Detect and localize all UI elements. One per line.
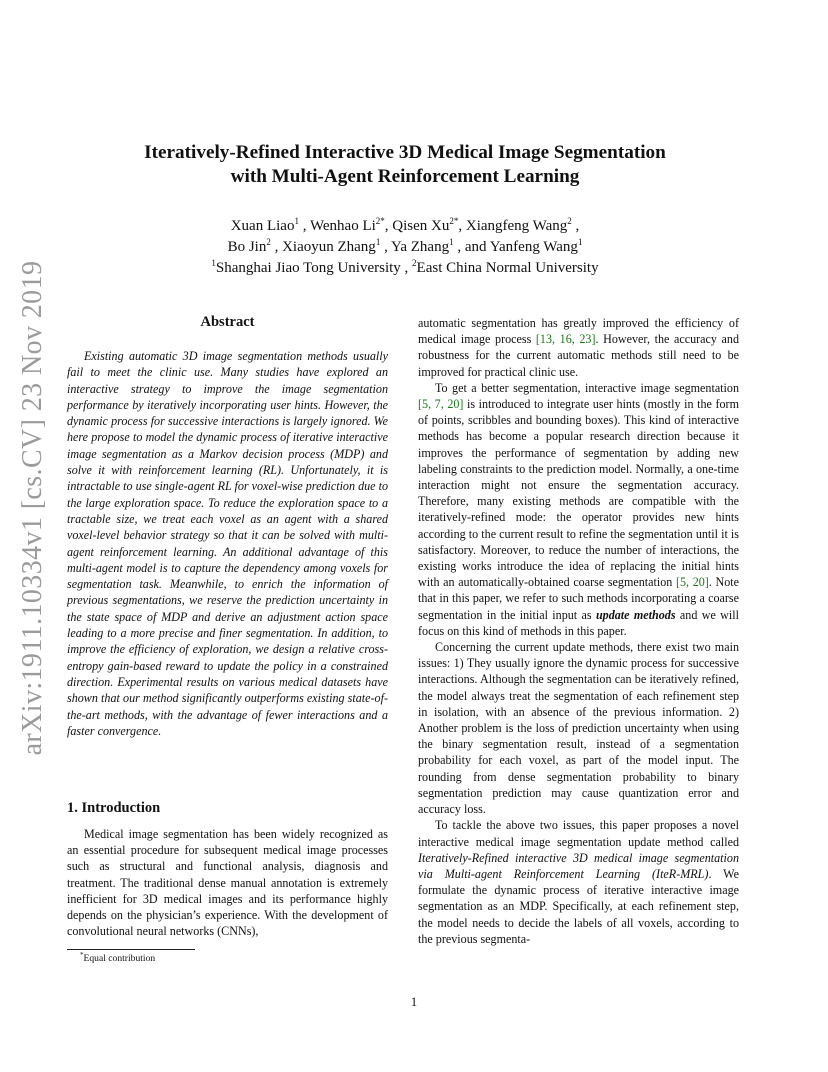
title-line-1: Iteratively-Refined Interactive 3D Medical Image Segmentation: [144, 142, 666, 163]
author-block: [110, 216, 700, 279]
author-name: Qisen Xu: [392, 218, 450, 234]
text-run: . However, the accuracy and robustness for the current automatic methods still need to be improved for practical clinic use.: [418, 332, 739, 379]
author-name: Xiangfeng Wang: [465, 218, 568, 234]
footnote-text: Equal contribution: [83, 953, 156, 964]
affiliation: Shanghai Jiao Tong University: [215, 260, 401, 276]
author-sup: 1: [577, 237, 583, 247]
text-run: automatic segmentation has greatly improved the efficiency of medical image process: [418, 316, 739, 347]
author-name: Wenhao Li: [309, 218, 376, 234]
paper-title: [110, 141, 700, 189]
author-sup: 1: [375, 237, 381, 247]
affiliation-sup: 2: [412, 258, 417, 268]
author-name: Yanfeng Wang: [489, 239, 578, 255]
arxiv-sidebar-stamp: [16, 248, 50, 768]
author-sup: 2: [567, 216, 572, 226]
author-sup: 1: [449, 237, 454, 247]
author-line-2: Bo Jin$^2$ , Xiaoyun Zhang$^1$ , Ya Zhang$^1$ , and Yanfeng Wang$^1$: [227, 237, 583, 255]
affiliation: East China Normal University: [416, 260, 599, 276]
section-heading-introduction: 1. Introduction: [67, 800, 161, 816]
page-number: 1: [410, 995, 418, 1009]
author-sup: 2: [266, 237, 271, 247]
title-line-2: with Multi-Agent Reinforcement Learning: [230, 166, 580, 187]
author-name: Xuan Liao: [230, 218, 295, 234]
author-sup: 1: [294, 216, 299, 226]
abstract-heading: Abstract: [200, 314, 255, 330]
emphasis: Iteratively-Refined interactive 3D medical image segmentation via Multi-agent Reinforcement Learning (IteR-MRL): [418, 850, 739, 881]
author-name: Xiaoyun Zhang: [282, 239, 376, 255]
citation-link[interactable]: [13, 16, 23]: [535, 332, 596, 347]
footnote-rule: [67, 949, 195, 950]
abstract-text: Existing automatic 3D image segmentation methods usually fail to meet the clinic use. Many studies have explored an interactive strategy to improve the image segmentation performance by iteratively incorporating user hints. However, the dynamic process for successive interactions is largely ignored. We here propose to model the dynamic process of iterative interactive image segmentation as a Markov decision process (MDP) and solve it with reinforcement learning (RL). Unfortunately, it is intractable to use single-agent RL for voxel-wise prediction due to the large exploration space. To reduce the exploration space to a tractable size, we treat each voxel as an agent with a shared voxel-level behavior strategy so that it can be solved with multi-agent reinforcement learning. An additional advantage of this multi-agent model is to capture the dependency among voxels for segmentation task. Meanwhile, to enrich the information of previous segmentations, we reserve the prediction uncertainty in the state space of MDP and derive an adjustment action space leading to a more precise and finer segmentation. In addition, to improve the efficiency of exploration, we design a relative cross-entropy gain-based reward to update the policy in a constrained direction. Experimental results on various medical datasets have shown that our method significantly outperforms existing state-of-the-art methods, with the advantage of fewer interactions and a faster convergence.: [67, 349, 388, 738]
arxiv-id: arXiv:1911.10334v1 [cs.CV] 23 Nov 2019: [17, 260, 48, 756]
affiliations: $^1$Shanghai Jiao Tong University , $^2$East China Normal University: [211, 258, 599, 276]
author-name: Bo Jin: [227, 239, 267, 255]
text-run: . Note that in this paper, we refer to such methods incorporating a coarse segmentation in the initial input as: [418, 575, 739, 622]
affiliation-sup: 1: [211, 258, 216, 268]
text-run: is introduced to integrate user hints (mostly in the form of points, scribbles and bounding boxes). This kind of interactive methods has become a popular research direction because it improves the performance of segmentation by adding new labeling constraints to the prediction model. Normally, a one-time interaction might not ensure the segmentation accuracy. Therefore, many existing methods are compatible with the iteratively-refined mode: the operator provides new hints according to the current result to refine the segmentation until it is satisfactory. Moreover, to reduce the number of interactions, the existing works introduce the idea of replacing the initial hints with an automatically-obtained coarse segmentation: [418, 397, 739, 590]
right-paragraph-2: [418, 380, 739, 639]
text-run: . We formulate the dynamic process of iterative interactive image segmentation as an MDP. Specifically, at each refinement step, the model needs to decide the labels of all voxels, according to the previous segmenta-: [418, 866, 739, 946]
right-paragraph-3: Concerning the current update methods, there exist two main issues: 1) They usually ignore the dynamic process for successive interactions. Although the segmentation can be iteratively refined, the model always treat the segmentation of each refinement step in isolation, with an absence of the previous information. 2) Another problem is the loss of prediction uncertainty when using the binary segmentation result, instead of a segmentation probability for each voxel, as part of the model input. The rounding from dense segmentation probability to binary segmentation prediction may cause quantization error and accuracy loss.: [418, 640, 739, 817]
citation-link[interactable]: [5, 20]: [675, 575, 709, 590]
author-name: Ya Zhang: [391, 239, 450, 255]
text-run: and we will focus on this kind of methods in this paper.: [418, 607, 739, 638]
right-paragraph-1: [418, 315, 739, 380]
author-sup: 2*: [375, 216, 385, 226]
intro-paragraph: Medical image segmentation has been widely recognized as an essential procedure for subsequent medical image processes such as structural and functional analysis, diagnosis and treatment. The traditional dense manual annotation is extremely inefficient for 3D medical images and its performance highly depends on the physician’s experience. With the development of convolutional neural networks (CNNs),: [67, 827, 388, 939]
author-sup: 2*: [449, 216, 459, 226]
right-column: [418, 315, 739, 947]
text-run: To tackle the above two issues, this paper proposes a novel interactive medical image segmentation update method called: [418, 818, 739, 849]
citation-link[interactable]: [5, 7, 20]: [418, 397, 464, 412]
right-paragraph-4: [418, 817, 739, 947]
emphasis: update methods: [595, 607, 676, 622]
text-run: To get a better segmentation, interactive image segmentation: [435, 380, 739, 395]
author-line-1: Xuan Liao$^1$ , Wenhao $Li^{2*}$, Qisen $Xu^{2*}$, Xiangfeng Wang$^2$ ,: [230, 216, 580, 234]
footnote: [80, 953, 155, 964]
footnote-mark: *: [80, 951, 84, 959]
